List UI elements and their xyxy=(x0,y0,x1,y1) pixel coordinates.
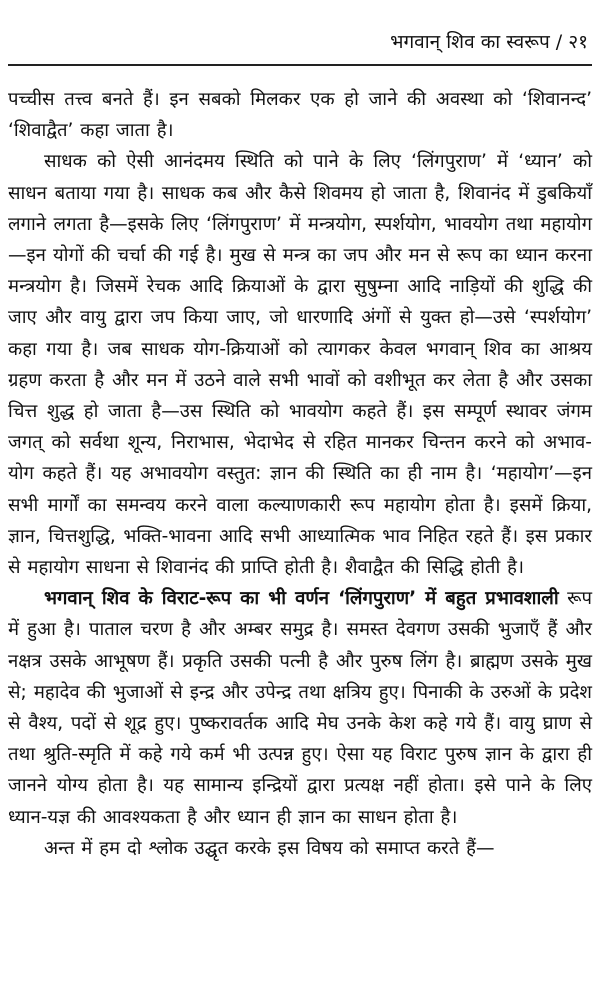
paragraph-2: साधक को ऐसी आनंदमय स्थिति को पाने के लिए ‘लिंगपुराण’ में ‘ध्यान’ को साधन बताया गया है। साधक कब और कैसे शिवमय हो जाता है, शिवानंद में डुबकियाँ लगाने लगता है—इसके लिए ‘लिंगपुराण’ में मन्त्रयोग, स्पर्शयोग, भावयोग तथा महायोग—इन योगों की चर्चा की गई है। मुख से मन्त्र का जप और मन से रूप का ध्यान करना मन्त्रयोग है। जिसमें रेचक आदि क्रियाओं के द्वारा सुषुम्ना आदि नाड़ियों की शुद्धि की जाए और वायु द्वारा जप किया जाए, जो धारणादि अंगों से युक्त हो—उसे ‘स्पर्शयोग’ कहा गया है। जब साधक योग-क्रियाओं को त्यागकर केवल भगवान् शिव का आश्रय ग्रहण करता है और मन में उठने वाले सभी भावों को वशीभूत कर लेता है और उसका चित्त शुद्ध हो जाता है—उस स्थिति को भावयोग कहते हैं। इस सम्पूर्ण स्थावर जंगम जगत् को सर्वथा शून्य, निराभास, भेदाभेद से रहित मानकर चिन्तन करने को अभाव-योग कहते हैं। यह अभावयोग वस्तुत: ज्ञान की स्थिति का ही नाम है। ‘महायोग’—इन सभी मार्गों का समन्वय करने वाला कल्याणकारी रूप महायोग होता है। इसमें क्रिया, ज्ञान, चित्तशुद्धि, भक्ति-भावना आदि सभी आध्यात्मिक भाव निहित रहते हैं। इस प्रकार से महायोग साधना से शिवानंद की प्राप्ति होती है। शैवाद्वैत की सिद्धि होती है। xyxy=(8,151,592,579)
header-rule xyxy=(8,64,592,66)
paragraph-1: पच्चीस तत्त्व बनते हैं। इन सबको मिलकर एक हो जाने की अवस्था को ‘शिवानन्द’ ‘शिवाद्वैत’ कहा जाता है। xyxy=(8,89,592,142)
paragraph-3-text: रूप में हुआ है। पाताल चरण है और अम्बर समुद्र है। समस्त देवगण उसकी भुजाएँ हैं और नक्षत्र उसके आभूषण हैं। प्रकृति उसकी पत्नी है और पुरुष लिंग है। ब्राह्मण उसके मुख से; महादेव की भुजाओं से इन्द्र और उपेन्द्र तथा क्षत्रिय हुए। पिनाकी के उरुओं के प्रदेश से वैश्य, पदों से शूद्र हुए। पुष्करावर्तक आदि मेघ उनके केश कहे गये हैं। वायु घ्राण से तथा श्रुति-स्मृति में कहे गये कर्म भी उत्पन्न हुए। ऐसा यह विराट पुरुष ज्ञान के द्वारा ही जानने योग्य होता है। यह सामान्य इन्द्रियों द्वारा प्रत्यक्ष नहीं होता। इसे पाने के लिए ध्यान-यज्ञ की आवश्यकता है और ध्यान ही ज्ञान का साधन होता है। xyxy=(8,588,592,828)
paragraph-3-bold-lead: भगवान् शिव के विराट-रूप का भी वर्णन ‘लिंगपुराण’ में बहुत प्रभावशाली xyxy=(44,588,559,610)
body-text xyxy=(8,84,592,864)
paragraph-3 xyxy=(8,583,592,833)
running-header: भगवान् शिव का स्वरूप / २१ xyxy=(390,31,588,53)
paragraph-4: अन्त में हम दो श्लोक उद्घृत करके इस विषय को समाप्त करते हैं— xyxy=(44,837,495,859)
